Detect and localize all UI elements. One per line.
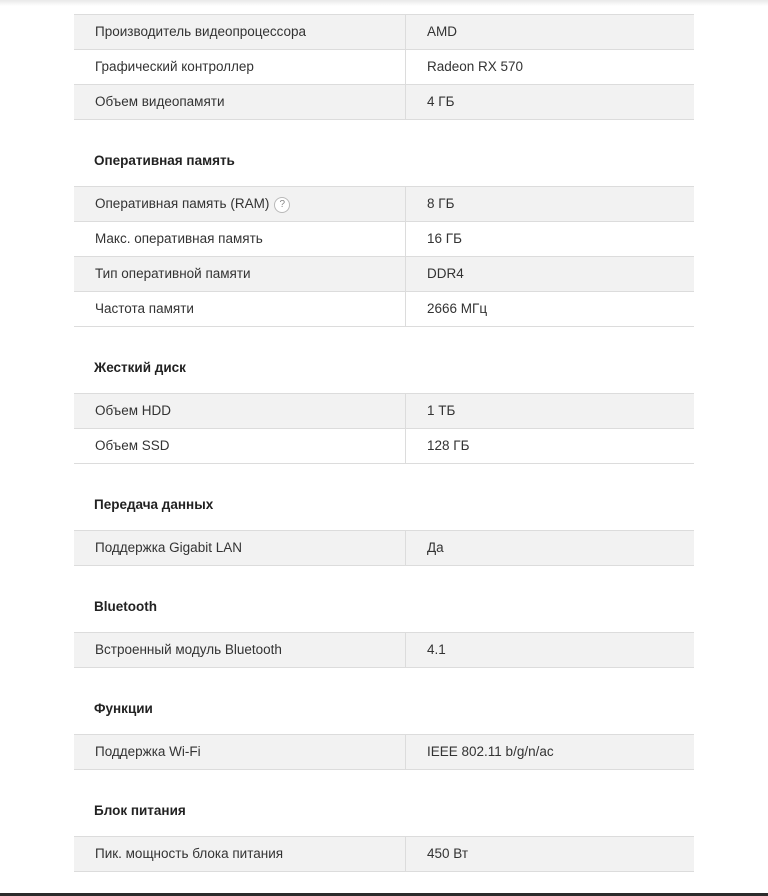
spec-value: Radeon RX 570 [406,50,695,85]
spec-key: Объем HDD [74,394,406,429]
table-row [74,735,694,770]
ram-spec-table [74,186,694,327]
table-row [74,394,694,429]
spec-value: DDR4 [406,257,695,292]
section-title-bluetooth: Bluetooth [94,599,157,614]
spec-key: Графический контроллер [74,50,406,85]
spec-key: Объем видеопамяти [74,85,406,120]
spec-value: 1 ТБ [406,394,695,429]
spec-value: 4.1 [406,633,695,668]
spec-value: 2666 МГц [406,292,695,327]
table-row [74,257,694,292]
spec-value: 450 Вт [406,837,695,872]
table-row [74,15,694,50]
spec-value: 16 ГБ [406,222,695,257]
disk-spec-table [74,393,694,464]
section-title-features: Функции [94,701,153,716]
spec-key: Поддержка Gigabit LAN [74,531,406,566]
gpu-spec-table [74,14,694,120]
spec-key: Пик. мощность блока питания [74,837,406,872]
specifications [74,14,694,872]
spec-value: Да [406,531,695,566]
spec-value: 4 ГБ [406,85,695,120]
spec-value: AMD [406,15,695,50]
table-row [74,837,694,872]
bluetooth-spec-table [74,632,694,668]
section-title-disk: Жесткий диск [94,360,186,375]
table-row [74,187,694,222]
table-row [74,292,694,327]
table-row [74,429,694,464]
spec-key [74,187,406,222]
spec-key: Производитель видеопроцессора [74,15,406,50]
top-shadow [0,0,768,6]
features-spec-table [74,734,694,770]
psu-spec-table [74,836,694,872]
section-title-psu: Блок питания [94,803,186,818]
spec-key-label: Оперативная память (RAM) [95,196,270,211]
table-row [74,222,694,257]
spec-key: Объем SSD [74,429,406,464]
table-row [74,531,694,566]
spec-key: Поддержка Wi-Fi [74,735,406,770]
spec-key: Макс. оперативная память [74,222,406,257]
spec-value: IEEE 802.11 b/g/n/ac [406,735,695,770]
table-row [74,50,694,85]
spec-value: 8 ГБ [406,187,695,222]
table-row [74,633,694,668]
spec-value: 128 ГБ [406,429,695,464]
spec-key: Встроенный модуль Bluetooth [74,633,406,668]
spec-key: Тип оперативной памяти [74,257,406,292]
network-spec-table [74,530,694,566]
section-title-ram: Оперативная память [94,153,235,168]
section-title-network: Передача данных [94,497,214,512]
spec-key: Частота памяти [74,292,406,327]
help-icon[interactable]: ? [274,197,290,213]
table-row [74,85,694,120]
